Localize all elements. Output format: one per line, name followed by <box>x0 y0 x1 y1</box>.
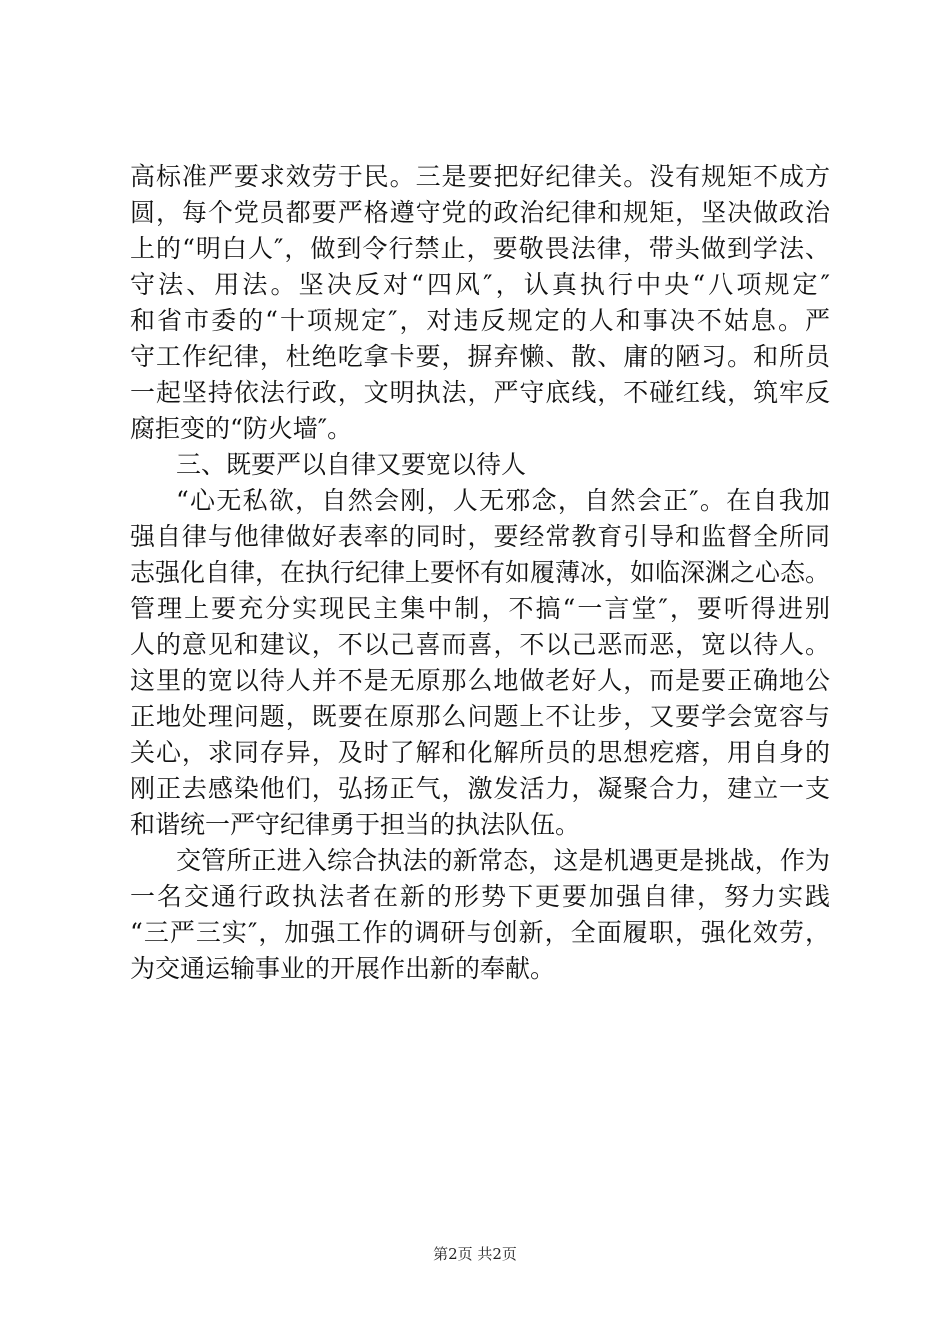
document-body <box>130 159 830 987</box>
text-line: 刚正去感染他们，弘扬正气，激发活力，凝聚合力，建立一支 <box>130 774 830 803</box>
text-line: 为交通运输事业的开展作出新的奉献。 <box>130 954 556 983</box>
text-line: 交管所正进入综合执法的新常态，这是机遇更是挑战，作为 <box>176 846 830 875</box>
text-line: 一名交通行政执法者在新的形势下更要加强自律，努力实践 <box>130 882 830 911</box>
text-line: 这里的宽以待人并不是无原那么地做老好人，而是要正确地公 <box>130 666 830 695</box>
text-line: 关心，求同存异，及时了解和化解所员的思想疙瘩，用自身的 <box>130 738 830 767</box>
text-line: “三严三实″，加强工作的调研与创新，全面履职，强化效劳， <box>130 918 830 947</box>
text-line: “心无私欲，自然会刚，人无邪念，自然会正″。在自我加 <box>176 486 830 515</box>
text-line: 强自律与他律做好表率的同时，要经常教育引导和监督全所同 <box>130 522 830 551</box>
text-line: 高标准严要求效劳于民。三是要把好纪律关。没有规矩不成方 <box>130 162 830 191</box>
page-footer: 第2页 共2页 <box>433 1245 517 1263</box>
text-line: 上的“明白人″，做到令行禁止，要敬畏法律，带头做到学法、 <box>130 234 830 263</box>
text-line: 志强化自律，在执行纪律上要怀有如履薄冰，如临深渊之心态。 <box>130 558 830 587</box>
text-line: 三、既要严以自律又要宽以待人 <box>176 450 527 479</box>
text-line: 腐拒变的“防火墙″。 <box>130 414 353 443</box>
text-line: 守工作纪律，杜绝吃拿卡要，摒弃懒、散、庸的陋习。和所员 <box>130 342 830 371</box>
text-line: 正地处理问题，既要在原那么问题上不让步，又要学会宽容与 <box>130 702 830 731</box>
text-line: 一起坚持依法行政，文明执法，严守底线，不碰红线，筑牢反 <box>130 378 830 407</box>
text-line: 和谐统一严守纪律勇于担当的执法队伍。 <box>130 810 581 839</box>
text-line: 和省市委的“十项规定″，对违反规定的人和事决不姑息。严 <box>130 306 830 335</box>
text-line: 人的意见和建议，不以己喜而喜，不以己恶而恶，宽以待人。 <box>130 630 830 659</box>
text-line: 圆，每个党员都要严格遵守党的政治纪律和规矩，坚决做政治 <box>130 198 830 227</box>
text-line: 管理上要充分实现民主集中制，不搞“一言堂″，要听得进别 <box>130 594 830 623</box>
text-line: 守法、用法。坚决反对“四风″，认真执行中央“八项规定″ <box>130 270 830 299</box>
